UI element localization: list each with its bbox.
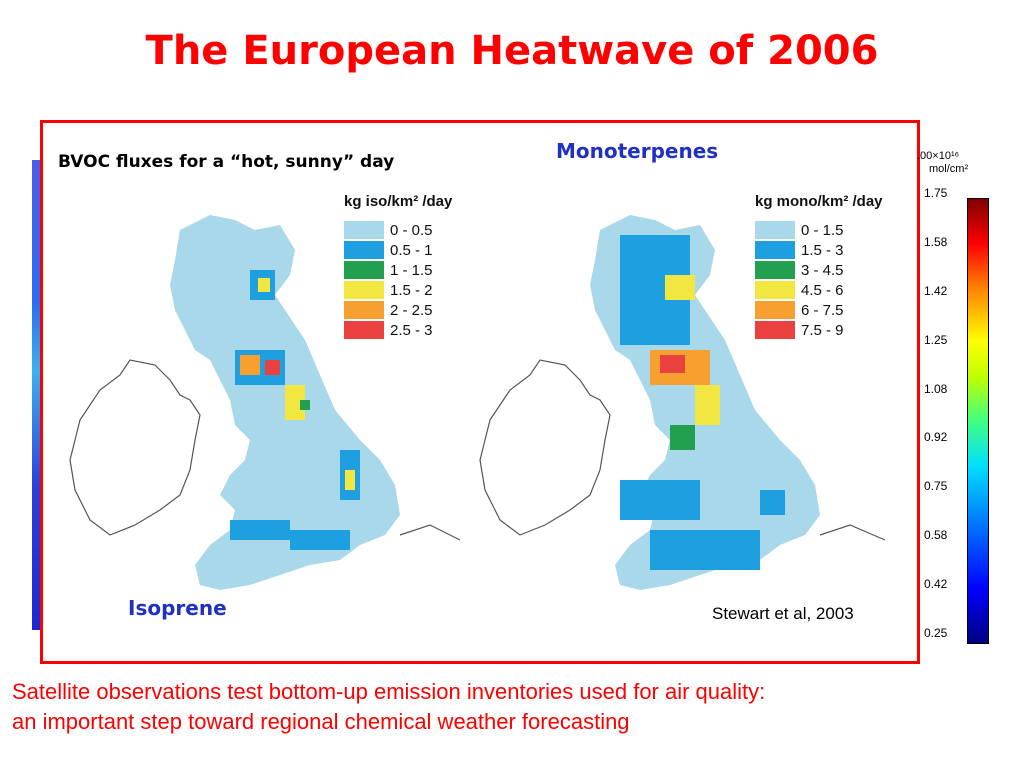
legend-row	[755, 300, 883, 320]
citation: Stewart et al, 2003	[712, 604, 854, 623]
colorbar-tick: 1.75	[924, 186, 948, 200]
legend-label: 2.5 - 3	[390, 321, 433, 339]
caption-line-2: an important step toward regional chemical weather forecasting	[12, 709, 630, 734]
legend-row	[344, 240, 452, 260]
isoprene-legend	[344, 193, 452, 340]
colorbar-tick: 0.58	[924, 528, 948, 543]
legend-row	[755, 320, 883, 340]
legend-row	[755, 260, 883, 280]
legend-row	[344, 280, 452, 300]
legend-label: 0 - 0.5	[390, 221, 433, 239]
colorbar-unit-scale: .00×10¹⁶	[917, 150, 960, 162]
legend-swatch	[755, 261, 795, 279]
legend-swatch	[344, 281, 384, 299]
colorbar-tick: 0.25	[924, 626, 948, 640]
legend-row	[755, 280, 883, 300]
legend-label: 2 - 2.5	[390, 301, 433, 319]
legend-label: 6 - 7.5	[801, 301, 844, 319]
caption-line-1: Satellite observations test bottom-up emission inventories used for air quality:	[12, 679, 766, 704]
legend-swatch	[755, 241, 795, 259]
legend-label: 1 - 1.5	[390, 261, 433, 279]
legend-swatch	[755, 321, 795, 339]
figure-subtitle: BVOC fluxes for a “hot, sunny” day	[58, 152, 395, 172]
ireland-outline	[70, 360, 200, 535]
colorbar-tick: 1.58	[924, 234, 948, 249]
colorbar-tick: 1.42	[924, 283, 948, 298]
legend-swatch	[755, 281, 795, 299]
legend-label: 4.5 - 6	[801, 281, 844, 299]
monoterpenes-label: Monoterpenes	[556, 139, 719, 163]
colorbar-tick: 0.92	[924, 430, 948, 445]
legend-row	[755, 220, 883, 240]
legend-label: 3 - 4.5	[801, 261, 844, 279]
legend-swatch	[344, 261, 384, 279]
colorbar-unit-label: mol/cm²	[929, 163, 969, 175]
slide-caption	[12, 677, 1012, 737]
legend-label: 0.5 - 1	[390, 241, 433, 259]
legend-label: 7.5 - 9	[801, 321, 844, 339]
legend-swatch	[755, 221, 795, 239]
page-title: The European Heatwave of 2006	[145, 28, 879, 74]
legend-row	[755, 240, 883, 260]
legend-row	[344, 300, 452, 320]
legend-row	[344, 320, 452, 340]
colorbar-tick: 1.25	[924, 332, 948, 347]
monoterpenes-legend	[755, 193, 883, 340]
legend-row	[344, 220, 452, 240]
legend-swatch	[344, 321, 384, 339]
colorbar-unit	[917, 150, 968, 176]
legend-label: 0 - 1.5	[801, 221, 844, 239]
ireland-outline	[480, 360, 610, 535]
legend-swatch	[344, 301, 384, 319]
legend-swatch	[344, 221, 384, 239]
isoprene-legend-title: kg iso/km² /day	[344, 193, 453, 210]
legend-label: 1.5 - 2	[390, 281, 433, 299]
colorbar-tick: 0.42	[924, 577, 948, 592]
colorbar-tick: 0.75	[924, 479, 948, 494]
legend-row	[344, 260, 452, 280]
legend-swatch	[344, 241, 384, 259]
colorbar	[967, 198, 989, 644]
isoprene-label: Isoprene	[128, 596, 227, 620]
monoterpenes-legend-title: kg mono/km² /day	[755, 193, 883, 210]
colorbar-tick: 1.08	[924, 381, 948, 396]
legend-label: 1.5 - 3	[801, 241, 844, 259]
legend-swatch	[755, 301, 795, 319]
